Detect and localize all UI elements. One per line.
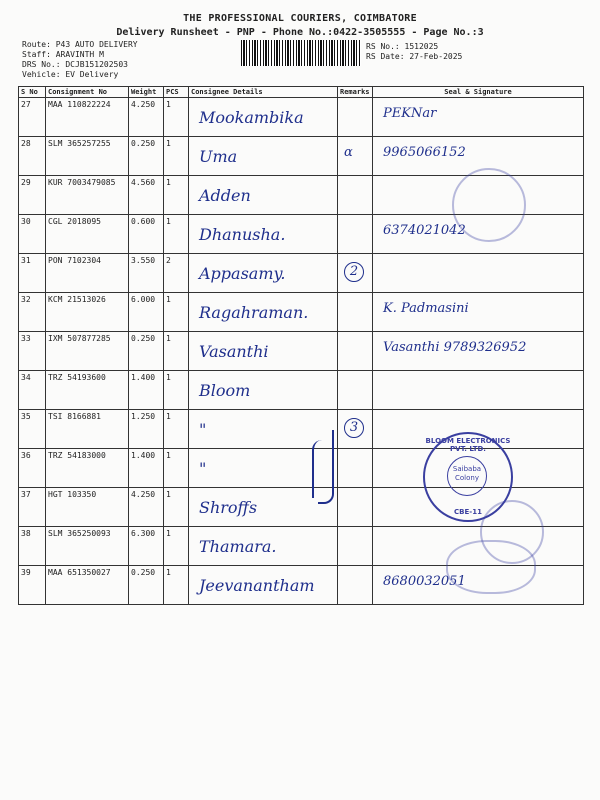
row-signature-cell [373,332,584,371]
row-pcs: 1 [166,100,171,109]
row-remarks: 3 [344,418,364,438]
row-consignment-cell [46,98,129,137]
bracket-mark-icon [312,440,328,498]
row-signature: PEKNar [383,106,437,121]
row-consignee-cell [189,137,338,176]
row-signature-cell [373,98,584,137]
row-remarks-cell [338,293,373,332]
row-consignee: Thamara. [199,537,277,556]
table-row [19,254,584,293]
row-weight: 0.250 [131,334,156,343]
row-sno-cell [19,488,46,527]
row-pcs-cell [164,254,189,293]
col-sno: S No [19,87,46,98]
row-consignee: Mookambika [199,108,304,127]
row-consignment-cell [46,332,129,371]
row-sno: 28 [21,139,31,148]
route-text: Route: P43 AUTO DELIVERY [22,40,138,49]
row-sno-cell [19,215,46,254]
row-remarks-cell [338,332,373,371]
row-weight-cell [129,176,164,215]
row-sno-cell [19,137,46,176]
row-consignee: Ragahraman. [199,303,309,322]
row-consignee: Bloom [199,381,251,400]
row-pcs-cell [164,527,189,566]
row-weight-cell [129,137,164,176]
row-weight-cell [129,254,164,293]
row-remarks: 2 [344,262,364,282]
row-remarks-cell [338,137,373,176]
faint-stamp-icon [446,540,536,594]
row-consignee: " [199,420,207,439]
row-sno-cell [19,449,46,488]
row-pcs: 1 [166,217,171,226]
col-weight: Weight [129,87,164,98]
row-consignment: MAA 651350027 [48,568,111,577]
row-consignment: HGT 103350 [48,490,97,499]
row-weight-cell [129,215,164,254]
seal-locality: Saibaba Colony [452,465,482,482]
row-consignment: CGL 2018095 [48,217,101,226]
row-sno: 36 [21,451,31,460]
table-row [19,98,584,137]
row-remarks-cell [338,527,373,566]
row-sno-cell [19,332,46,371]
row-consignment-cell [46,527,129,566]
faint-stamp-icon [452,168,526,242]
barcode [241,40,361,66]
row-weight: 0.250 [131,568,156,577]
col-remarks: Remarks [338,87,373,98]
row-consignment: KCM 21513026 [48,295,106,304]
drs-text: DRS No.: DCJB151202503 [22,60,128,69]
row-weight: 0.250 [131,139,156,148]
row-remarks: α [344,145,353,160]
row-signature-cell [373,293,584,332]
row-consignment: SLM 365257255 [48,139,111,148]
row-consignee-cell [189,332,338,371]
row-signature: K. Padmasini [383,301,469,316]
row-consignment-cell [46,566,129,605]
row-pcs: 2 [166,256,171,265]
row-consignee-cell [189,371,338,410]
row-pcs-cell [164,176,189,215]
row-sno: 30 [21,217,31,226]
row-weight-cell [129,332,164,371]
row-sno: 27 [21,100,31,109]
row-sno-cell [19,371,46,410]
row-pcs-cell [164,371,189,410]
row-consignee: Vasanthi [199,342,269,361]
row-weight: 6.000 [131,295,156,304]
row-consignment-cell [46,254,129,293]
row-consignee: Appasamy. [199,264,286,283]
row-consignee: Jeevanantham [199,576,315,595]
row-pcs: 1 [166,529,171,538]
row-sno: 39 [21,568,31,577]
row-pcs-cell [164,566,189,605]
row-remarks-cell [338,488,373,527]
row-consignee: Adden [199,186,251,205]
row-remarks-cell [338,566,373,605]
row-signature-cell [373,371,584,410]
row-consignment: TRZ 54193600 [48,373,106,382]
row-weight: 4.250 [131,490,156,499]
row-sno-cell [19,566,46,605]
runsheet-subtitle: Delivery Runsheet - PNP - Phone No.:0422-3505555 - Page No.:3 [116,27,484,38]
row-signature: 9965066152 [383,145,466,160]
row-weight: 1.400 [131,373,156,382]
row-weight: 1.250 [131,412,156,421]
row-pcs: 1 [166,568,171,577]
rs-date-text: RS Date: 27-Feb-2025 [366,52,463,61]
seal-center [447,456,487,496]
row-sno-cell [19,410,46,449]
col-consignee: Consignee Details [189,87,338,98]
row-consignee: Shroffs [199,498,258,517]
row-remarks-cell [338,371,373,410]
row-weight-cell [129,98,164,137]
row-consignment-cell [46,410,129,449]
row-pcs-cell [164,215,189,254]
row-weight-cell [129,293,164,332]
row-weight: 4.250 [131,100,156,109]
row-signature-cell [373,254,584,293]
col-signature: Seal & Signature [373,87,584,98]
table-row [19,332,584,371]
row-signature: 6374021042 [383,223,466,238]
meta-right [366,42,462,62]
row-sno: 34 [21,373,31,382]
company-seal [423,432,513,522]
row-weight-cell [129,449,164,488]
row-remarks-cell [338,176,373,215]
row-pcs-cell [164,449,189,488]
row-sno-cell [19,98,46,137]
row-remarks-cell [338,449,373,488]
row-pcs-cell [164,293,189,332]
row-sno: 38 [21,529,31,538]
row-weight-cell [129,488,164,527]
row-consignee-cell [189,98,338,137]
row-consignee-cell [189,566,338,605]
row-weight-cell [129,371,164,410]
row-pcs-cell [164,488,189,527]
row-pcs-cell [164,332,189,371]
row-consignment: KUR 7003479085 [48,178,116,187]
row-consignment: TSI 8166881 [48,412,101,421]
row-consignee-cell [189,527,338,566]
row-consignment-cell [46,137,129,176]
table-header-row [19,87,584,98]
row-pcs: 1 [166,373,171,382]
row-weight: 0.600 [131,217,156,226]
row-remarks-cell [338,215,373,254]
col-pcs: PCS [164,87,189,98]
row-sno-cell [19,527,46,566]
row-consignment-cell [46,215,129,254]
row-sno-cell [19,254,46,293]
row-consignment-cell [46,449,129,488]
table-row [19,293,584,332]
row-pcs: 1 [166,451,171,460]
row-pcs: 1 [166,412,171,421]
col-consignment: Consignment No [46,87,129,98]
row-consignment-cell [46,488,129,527]
row-pcs: 1 [166,295,171,304]
staff-text: Staff: ARAVINTH M [22,50,104,59]
row-consignment: PON 7102304 [48,256,101,265]
row-sno: 33 [21,334,31,343]
rs-no-text: RS No.: 1512025 [366,42,439,51]
row-remarks-cell [338,254,373,293]
row-weight-cell [129,566,164,605]
row-signature: Vasanthi 9789326952 [383,340,527,355]
row-consignment-cell [46,293,129,332]
row-remarks-cell [338,410,373,449]
row-sno: 37 [21,490,31,499]
row-remarks-cell [338,98,373,137]
row-consignee: " [199,459,207,478]
row-pcs: 1 [166,334,171,343]
company-title: THE PROFESSIONAL COURIERS, COIMBATORE [183,13,417,24]
row-weight-cell [129,527,164,566]
row-pcs: 1 [166,178,171,187]
row-sno: 35 [21,412,31,421]
row-pcs-cell [164,410,189,449]
row-consignment-cell [46,371,129,410]
row-weight-cell [129,410,164,449]
row-weight: 3.550 [131,256,156,265]
row-consignment: MAA 110822224 [48,100,111,109]
row-sno: 32 [21,295,31,304]
row-pcs: 1 [166,139,171,148]
row-sno-cell [19,293,46,332]
meta-left [22,40,138,80]
seal-code: CBE-11 [454,508,482,516]
seal-company-text: BLOOM ELECTRONICS PVT. LTD. [425,437,511,453]
row-pcs-cell [164,137,189,176]
row-weight: 1.400 [131,451,156,460]
vehicle-text: Vehicle: EV Delivery [22,70,119,79]
row-pcs: 1 [166,490,171,499]
row-consignee: Dhanusha. [199,225,286,244]
row-consignee: Uma [199,147,238,166]
row-consignee-cell [189,254,338,293]
row-consignment: IXM 507877285 [48,334,111,343]
row-sno: 29 [21,178,31,187]
row-sno-cell [19,176,46,215]
row-pcs-cell [164,98,189,137]
row-consignee-cell [189,215,338,254]
table-row [19,371,584,410]
row-signature: 8680032051 [383,574,466,589]
row-consignee-cell [189,293,338,332]
row-consignee-cell [189,176,338,215]
row-weight: 4.560 [131,178,156,187]
row-consignment: SLM 365250093 [48,529,111,538]
row-weight: 6.300 [131,529,156,538]
row-consignment-cell [46,176,129,215]
row-sno: 31 [21,256,31,265]
row-consignment: TRZ 54183000 [48,451,106,460]
